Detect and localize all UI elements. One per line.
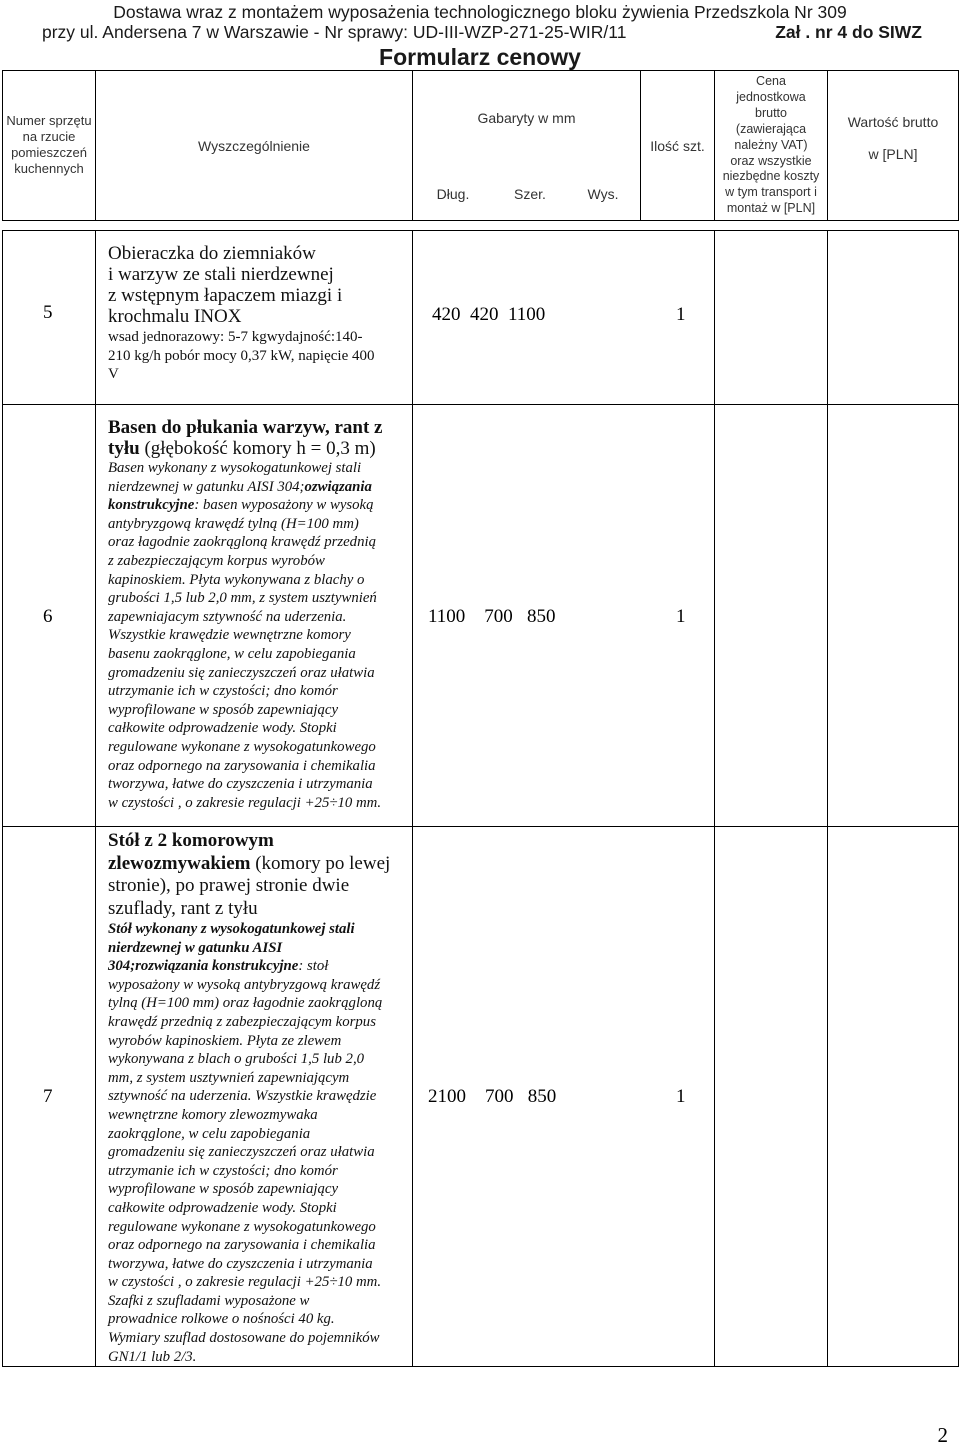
header-dimensions: Gabaryty w mm (477, 110, 576, 126)
header-equipment-number: Numer sprzętu na rzucie pomieszczeń kuchennych (6, 113, 92, 176)
item-description: Stół z 2 komorowym zlewozmywakiem (komory po lewej stronie), po prawej stronie dwie szuflady, rant z tyłu Stół wykonany z wysokogatunkowej stali nierdzewnej w gatunku AISI 304;rozwiązania konstrukcyjne: stoł wyposażony w wysoką antybryzgową krawędź tylną (H=100 mm) oraz łagodnie zaokrągloną krawędź przednią z zabezpieczającym korpus wyrobów kapinoskiem. Płyta ze zlewem wykonywana z blach o grubości 1,5 lub 2,0 mm, z system usztywnień zapewniającym sztywność na uderzenia. Wszystkie krawędzie wewnętrzne komory zlewozmywaka zaokrąglone, w celu zapobiegania gromadzeniu się zanieczyszczeń oraz ułatwia utrzymanie ich w czystości; dno komór wyprofilowane w sposób zapewniający całkowite odprowadzenie wody. Stopki regulowane wykonane z wysokogatunkowego oraz odpornego na zarysowania i chemikalia tworzywa, łatwe do czyszczenia i utrzymania w czystości , o zakresie regulacji +25÷10 mm. Szafki z szufladami wyposażone w prowadnice rolkowe o nośności 40 kg. Wymiary szuflad dostosowane do pojemników GN1/1 lub 2/3. (108, 830, 391, 1365)
document-header-line1: Dostawa wraz z montażem wyposażenia technologicznego bloku żywienia Przedszkola Nr 309 (113, 2, 847, 22)
item-quantity: 1 (676, 1086, 686, 1107)
attachment-label: Zał . nr 4 do SIWZ (775, 22, 922, 42)
case-reference: przy ul. Andersena 7 w Warszawie - Nr sprawy: UD-III-WZP-271-25-WIR/11 (42, 22, 627, 42)
item-dimensions: 1100 700 850 (428, 606, 556, 627)
header-quantity: Ilość szt. (650, 138, 705, 154)
page-number: 2 (937, 1423, 948, 1447)
header-description: Wyszczególnienie (198, 138, 310, 154)
item-quantity: 1 (676, 606, 686, 627)
header-length: Dług. (436, 186, 470, 202)
header-width: Szer. (514, 186, 546, 202)
item-dimensions: 420 420 1100 (432, 304, 546, 325)
item-dimensions: 2100 700 850 (428, 1086, 557, 1107)
item-description: Basen do płukania warzyw, rant z tyłu (głębokość komory h = 0,3 m) Basen wykonany z wysokogatunkowej stali nierdzewnej w gatunku AISI 304;ozwiązania konstrukcyjne: basen wyposażony w wysoką antybryzgową krawędź tylną (H=100 mm) oraz łagodnie zaokrągloną krawędź przednią z zabezpieczającym korpus wyrobów kapinoskiem. Płyta wykonywana z blachy o grubości 1,5 lub 2,0 mm, z system usztywnień zapewniajacym sztywność na uderzenia. Wszystkie krawędzie wewnętrzne komory basenu zaokrąglone, w celu zapobiegania gromadzeniu się zanieczyszczeń oraz ułatwia utrzymanie ich w czystości; dno komór wyprofilowane w sposób zapewniający całkowite odprowadzenie wody. Stopki regulowane wykonane z wysokogatunkowego oraz odpornego na zarysowania i chemikalia tworzywa, łatwe do czyszczenia i utrzymania w czystości , o zakresie regulacji +25÷10 mm. (108, 417, 383, 811)
header-unit-price: Cena jednostkowa brutto (zawierająca należny VAT) oraz wszystkie niezbędne koszty w tym transport i montaż w [PLN] (722, 74, 820, 216)
row-number: 7 (43, 1086, 53, 1107)
item-description: Obieraczka do ziemniaków i warzyw ze stali nierdzewnej z wstępnym łapaczem miazgi i krochmalu INOX wsad jednorazowy: 5-7 kgwydajność:140- 210 kg/h pobór mocy 0,37 kW, napięcie 400 V (108, 243, 375, 383)
row-number: 5 (43, 302, 53, 323)
item-quantity: 1 (676, 304, 686, 325)
header-total-value: Wartość brutto w [PLN] (847, 114, 939, 162)
page-title: Formularz cenowy (379, 44, 581, 70)
row-number: 6 (43, 606, 53, 627)
header-height: Wys. (587, 186, 619, 202)
